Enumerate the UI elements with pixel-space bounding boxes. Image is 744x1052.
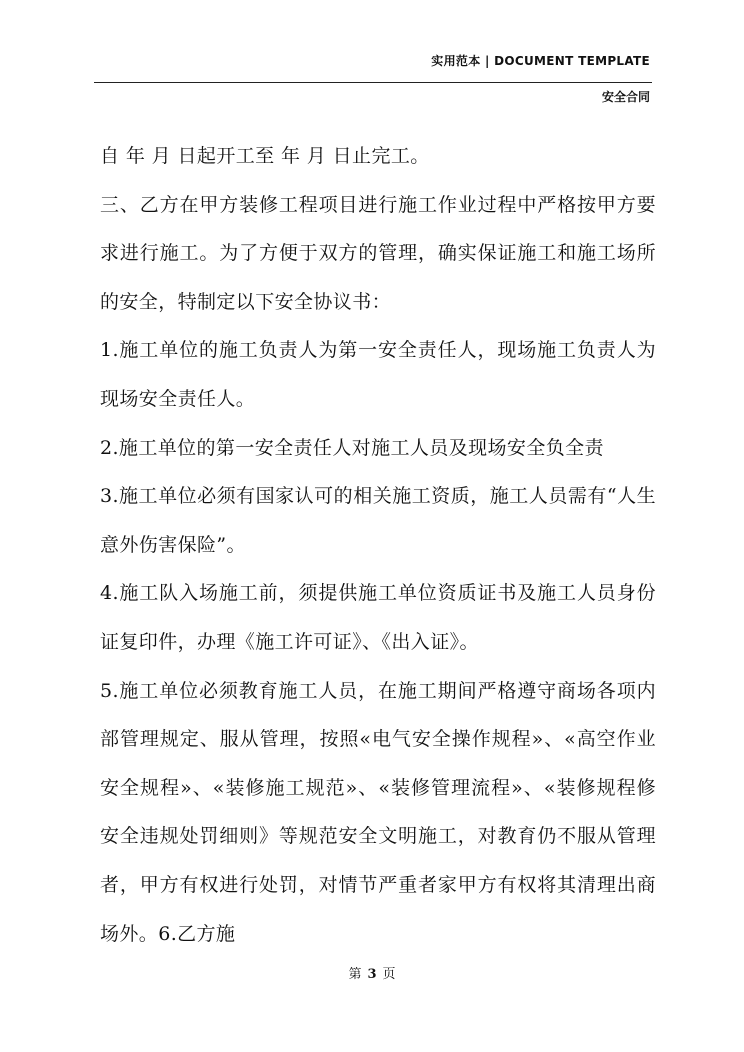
header-divider xyxy=(94,82,652,83)
paragraph: 1.施工单位的施工负责人为第一安全责任人，现场施工负责人为现场安全责任人。 xyxy=(100,339,656,410)
document-header-title: 实用范本 | DOCUMENT TEMPLATE xyxy=(431,54,650,68)
paragraph: 2.施工单位的第一安全责任人对施工人员及现场安全负全责 xyxy=(100,436,604,459)
page-suffix: 页 xyxy=(382,967,396,982)
document-header-subtitle: 安全合同 xyxy=(601,90,650,104)
document-body xyxy=(100,132,656,958)
paragraph: 3.施工单位必须有国家认可的相关施工资质，施工人员需有“人生意外伤害保险”。 xyxy=(100,485,656,556)
page-footer xyxy=(0,963,744,982)
page-prefix: 第 xyxy=(348,967,362,982)
page-number: 3 xyxy=(367,967,377,982)
paragraph: 自 年 月 日起开工至 年 月 日止完工。 xyxy=(100,145,430,167)
paragraph: 5.施工单位必须教育施工人员，在施工期间严格遵守商场各项内部管理规定、服从管理，按照«电气安全操作规程»、«高空作业安全规程»、«装修施工规范»、«装修管理流程»、«装修规程修安全违规处罚细则》等规范安全文明施工，对教育仍不服从管理者，甲方有权进行处罚，对情节严重者家甲方有权将其清理出商场外。6.乙方施 xyxy=(100,679,656,945)
paragraph: 4.施工队入场施工前，须提供施工单位资质证书及施工人员身份证复印件，办理《施工许可证》、《出入证》。 xyxy=(100,582,656,653)
paragraph: 三、乙方在甲方装修工程项目进行施工作业过程中严格按甲方要求进行施工。为了方便于双方的管理，确实保证施工和施工场所的安全，特制定以下安全协议书： xyxy=(100,193,656,313)
